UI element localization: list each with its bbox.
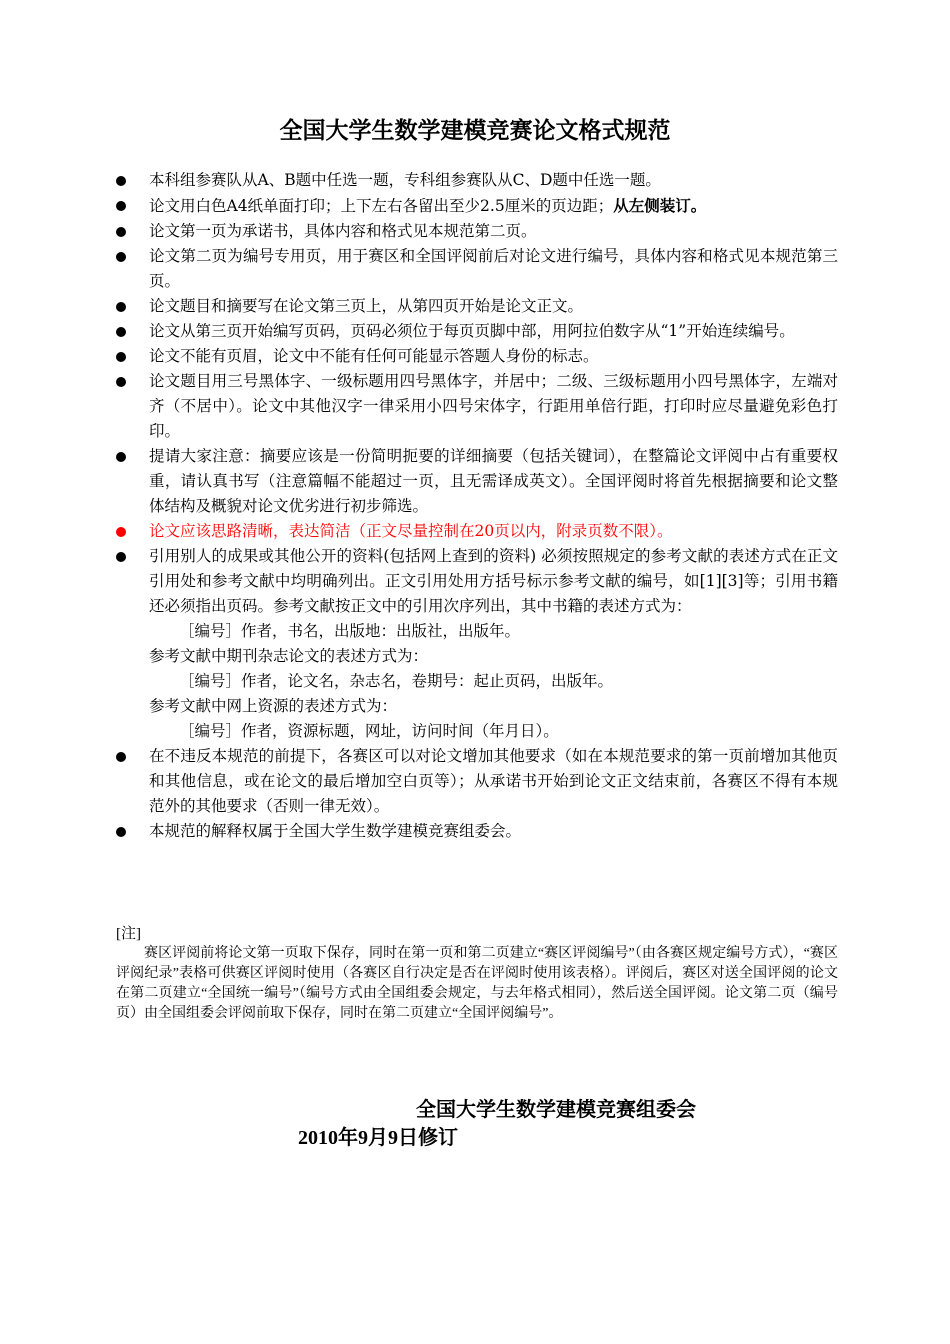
list-item [116,744,838,819]
note-text: 赛区评阅前将论文第一页取下保存，同时在第一页和第二页建立“赛区评阅编号”（由各赛区规定编号方式），“赛区评阅纪录”表格可供赛区评阅时使用（各赛区自行决定是否在评阅时使用该表格）。评阅后，赛区对送全国评阅的论文在第二页建立“全国统一编号”（编号方式由全国组委会规定，与去年格式相同），然后送全国评阅。论文第二页（编号页）由全国组委会评阅前取下保存，同时在第二页建立“全国评阅编号”。 [116,946,838,1021]
bullet-dot-icon [116,302,126,312]
list-item-highlighted [116,519,838,544]
item-text: 论文第二页为编号专用页，用于赛区和全国评阅前后对论文进行编号，具体内容和格式见本规范第三页。 [149,247,838,290]
item-text: 论文从第三页开始编写页码，页码必须位于每页页脚中部，用阿拉伯数字从“1”开始连续编号。 [149,322,795,340]
bullet-dot-icon [116,227,126,237]
list-item [116,168,838,193]
item-bold-text: 从左侧装订。 [613,196,707,215]
bullet-dot-icon [116,827,126,837]
bullet-dot-icon [116,252,126,262]
item-text: 论文题目和摘要写在论文第三页上，从第四页开始是论文正文。 [149,297,584,315]
bullet-dot-icon [116,327,126,337]
item-text: 本规范的解释权属于全国大学生数学建模竞赛组委会。 [149,822,522,840]
list-item [116,244,838,294]
web-intro: 参考文献中网上资源的表述方式为： [149,697,398,715]
book-format: ［编号］作者，书名，出版地：出版社，出版年。 [179,622,521,640]
bullet-dot-icon [116,377,126,387]
bullet-dot-icon [116,752,126,762]
list-item [116,369,838,444]
bullet-dot-icon [116,176,126,186]
item-text: 引用别人的成果或其他公开的资料(包括网上查到的资料) 必须按照规定的参考文献的表述方式在正文引用处和参考文献中均明确列出。正文引用处用方括号标示参考文献的编号，如[1][3]等；引用书籍还必须指出页码。参考文献按正文中的引用次序列出，其中书籍的表述方式为： [149,547,838,615]
list-item [116,219,838,244]
rules-list [116,168,838,844]
list-item [116,344,838,369]
journal-intro: 参考文献中期刊杂志论文的表述方式为： [149,647,429,665]
list-item [116,319,838,344]
bullet-dot-icon [116,527,126,537]
item-text: 论文用白色A4纸单面打印；上下左右各留出至少2.5厘米的页边距； [149,197,614,215]
journal-format: ［编号］作者，论文名，杂志名，卷期号：起止页码，出版年。 [179,672,614,690]
item-text: 本科组参赛队从A、B题中任选一题，专科组参赛队从C、D题中任选一题。 [149,171,661,189]
item-text: 论文不能有页眉，论文中不能有任何可能显示答题人身份的标志。 [149,347,599,365]
item-text: 论文应该思路清晰，表达简洁（正文尽量控制在20页以内，附录页数不限）。 [149,522,673,540]
signature-date: 2010年9月9日修订 [298,1127,458,1149]
item-text: 提请大家注意：摘要应该是一份简明扼要的详细摘要（包括关键词），在整篇论文评阅中占有重要权重，请认真书写（注意篇幅不能超过一页，且无需译成英文）。全国评阅时将首先根据摘要和论文整体结构及概貌对论文优劣进行初步筛选。 [149,447,838,515]
list-item [116,193,838,219]
note-label: [注] [116,926,141,942]
bullet-dot-icon [116,452,126,462]
item-text: 论文第一页为承诺书，具体内容和格式见本规范第二页。 [149,222,537,240]
list-item [116,444,838,519]
item-text: 在不违反本规范的前提下，各赛区可以对论文增加其他要求（如在本规范要求的第一页前增加其他页和其他信息，或在论文的最后增加空白页等）；从承诺书开始到论文正文结束前，各赛区不得有本规范外的其他要求（否则一律无效）。 [149,747,838,815]
list-item-references [116,544,838,744]
page-title: 全国大学生数学建模竞赛论文格式规范 [279,118,671,144]
bullet-dot-icon [116,201,126,211]
signature-org: 全国大学生数学建模竞赛组委会 [416,1099,696,1121]
list-item [116,294,838,319]
item-text: 论文题目用三号黑体字、一级标题用四号黑体字，并居中；二级、三级标题用小四号黑体字，左端对齐（不居中）。论文中其他汉字一律采用小四号宋体字，行距用单倍行距，打印时应尽量避免彩色打印。 [149,372,838,440]
list-item [116,819,838,844]
web-format: ［编号］作者，资源标题，网址，访问时间（年月日）。 [179,722,559,740]
bullet-dot-icon [116,352,126,362]
bullet-dot-icon [116,552,126,562]
